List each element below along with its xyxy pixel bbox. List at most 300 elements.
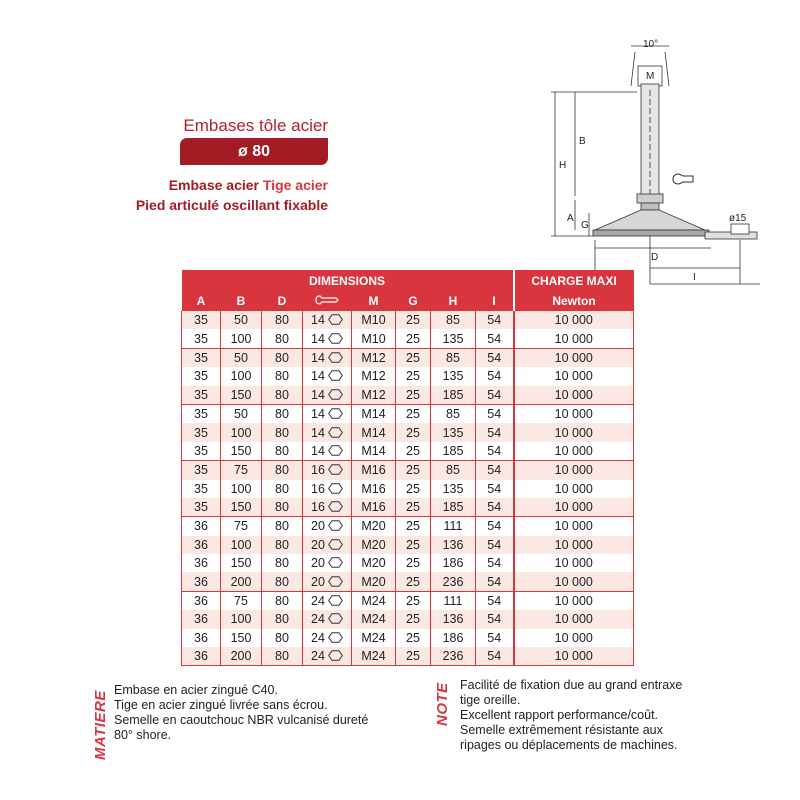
table-row <box>182 386 634 405</box>
hexagon-icon <box>328 483 343 494</box>
cell-value: 135 <box>442 425 464 440</box>
cell-value: 25 <box>406 369 420 384</box>
angle-label: 10° <box>643 39 659 50</box>
product-subtitle-2: Pied articulé oscillant fixable <box>135 197 328 213</box>
hole-label: ø15 <box>729 213 747 224</box>
cell-value: 100 <box>230 369 252 384</box>
cell-value: 80 <box>275 594 289 609</box>
table-cell <box>303 572 352 591</box>
table-cell <box>476 647 514 666</box>
table-cell <box>396 498 431 517</box>
hexagon-icon <box>328 595 343 606</box>
table-cell <box>262 591 303 610</box>
cell-value: M20 <box>361 537 386 552</box>
table-cell <box>514 386 634 405</box>
table-cell <box>303 610 352 628</box>
cell-value: 80 <box>275 313 289 328</box>
table-cell <box>182 554 221 572</box>
table-cell <box>221 442 262 461</box>
table-cell <box>182 329 221 348</box>
table-cell <box>262 311 303 329</box>
cell-value: 80 <box>275 425 289 440</box>
matiere-label: MATIERE <box>92 690 109 760</box>
table-cell <box>476 572 514 591</box>
table-cell <box>476 404 514 423</box>
table-row <box>182 480 634 498</box>
cell-value: 20 <box>311 556 325 571</box>
table-cell <box>221 311 262 329</box>
table-cell <box>352 572 396 591</box>
charge-header: CHARGE MAXI <box>514 270 634 291</box>
table-cell <box>476 629 514 647</box>
cell-value: M10 <box>361 331 386 346</box>
cell-value: 185 <box>442 500 464 515</box>
cell-value: 54 <box>487 463 502 478</box>
cell-value: M24 <box>361 612 386 627</box>
table-cell <box>303 536 352 554</box>
table-cell <box>476 554 514 572</box>
table-cell <box>262 386 303 405</box>
table-cell <box>431 572 476 591</box>
cell-value: 80 <box>275 443 289 458</box>
cell-value: M12 <box>361 350 386 365</box>
table-row <box>182 329 634 348</box>
a-label: A <box>567 213 574 224</box>
cell-value: 36 <box>194 630 208 645</box>
cell-value: 10 000 <box>554 630 593 645</box>
table-cell <box>396 647 431 666</box>
cell-value: 16 <box>311 463 325 478</box>
table-row <box>182 591 634 610</box>
cell-value: 111 <box>443 519 463 534</box>
table-cell <box>352 386 396 405</box>
table-cell <box>396 629 431 647</box>
cell-value: 36 <box>194 556 208 571</box>
cell-value: 80 <box>275 630 289 645</box>
table-cell <box>303 517 352 536</box>
cell-value: 25 <box>406 537 420 552</box>
cell-value: 50 <box>234 350 248 365</box>
table-cell <box>476 461 514 480</box>
hexagon-icon <box>328 389 343 400</box>
table-cell <box>352 442 396 461</box>
table-cell <box>221 423 262 441</box>
cell-value: 80 <box>275 519 289 534</box>
cell-value: 136 <box>442 537 464 552</box>
cell-value: 236 <box>442 649 464 664</box>
table-cell <box>514 461 634 480</box>
note-line: tige oreille. <box>460 693 521 707</box>
table-cell <box>182 498 221 517</box>
cell-value: 25 <box>406 463 420 478</box>
cell-value: 25 <box>406 594 420 609</box>
cell-value: 54 <box>487 407 502 422</box>
cell-value: 185 <box>442 387 464 402</box>
table-cell <box>431 629 476 647</box>
cell-value: 25 <box>406 481 420 496</box>
table-cell <box>514 348 634 367</box>
table-cell <box>396 572 431 591</box>
table-cell <box>182 647 221 666</box>
cell-value: 25 <box>406 519 420 534</box>
cell-value: M24 <box>361 649 386 664</box>
g-label: G <box>581 220 589 231</box>
m-label: M <box>646 71 655 82</box>
cell-value: 54 <box>487 350 502 365</box>
table-cell <box>431 610 476 628</box>
table-cell <box>303 629 352 647</box>
table-cell <box>182 423 221 441</box>
table-row <box>182 536 634 554</box>
table-cell <box>396 517 431 536</box>
cell-value: 36 <box>194 519 208 534</box>
table-row <box>182 572 634 591</box>
cell-value: 54 <box>487 387 502 402</box>
table-cell <box>476 311 514 329</box>
header-title: Embases tôle acier <box>183 116 328 135</box>
cell-value: 186 <box>442 556 464 571</box>
cell-value: 25 <box>406 331 420 346</box>
table-row <box>182 498 634 517</box>
hexagon-icon <box>328 557 343 568</box>
cell-value: 150 <box>230 630 252 645</box>
table-cell <box>182 386 221 405</box>
cell-value: 54 <box>487 425 502 440</box>
cell-value: 10 000 <box>554 500 593 515</box>
cell-value: 14 <box>311 350 325 365</box>
cell-value: 35 <box>194 350 208 365</box>
note-line: Excellent rapport performance/coût. <box>460 708 659 722</box>
cell-value: 54 <box>487 537 502 552</box>
cell-value: 25 <box>406 556 420 571</box>
table-cell <box>431 554 476 572</box>
table-row <box>182 610 634 628</box>
dimensions-table <box>181 270 634 666</box>
table-cell <box>221 647 262 666</box>
cell-value: 236 <box>442 574 464 589</box>
table-cell <box>431 311 476 329</box>
cell-value: 85 <box>446 350 460 365</box>
table-cell <box>221 536 262 554</box>
hexagon-icon <box>328 314 343 325</box>
table-cell <box>182 480 221 498</box>
cell-value: 100 <box>230 612 252 627</box>
table-cell <box>303 480 352 498</box>
cell-value: 54 <box>487 331 502 346</box>
table-cell <box>352 610 396 628</box>
table-cell <box>514 554 634 572</box>
cell-value: 10 000 <box>554 350 593 365</box>
technical-drawing <box>545 38 770 293</box>
cell-value: 14 <box>311 407 325 422</box>
cell-value: 54 <box>487 594 502 609</box>
table-cell <box>303 404 352 423</box>
cell-value: 35 <box>194 463 208 478</box>
hexagon-icon <box>328 520 343 531</box>
cell-value: 100 <box>230 331 252 346</box>
table-cell <box>221 610 262 628</box>
table-cell <box>431 329 476 348</box>
table-cell <box>221 629 262 647</box>
table-cell <box>352 311 396 329</box>
table-row <box>182 311 634 329</box>
table-cell <box>262 572 303 591</box>
cell-value: 80 <box>275 574 289 589</box>
cell-value: 14 <box>311 369 325 384</box>
table-cell <box>476 442 514 461</box>
table-cell <box>221 386 262 405</box>
cell-value: 10 000 <box>554 612 593 627</box>
table-cell <box>303 461 352 480</box>
table-cell <box>396 329 431 348</box>
table-cell <box>396 480 431 498</box>
table-cell <box>352 480 396 498</box>
note-line: Facilité de fixation due au grand entraxe <box>460 678 683 692</box>
table-cell <box>514 480 634 498</box>
cell-value: 200 <box>230 574 252 589</box>
cell-value: 50 <box>234 407 248 422</box>
cell-value: 24 <box>311 594 325 609</box>
table-cell <box>221 461 262 480</box>
cell-value: M24 <box>361 594 386 609</box>
hexagon-icon <box>328 539 343 550</box>
table-cell <box>476 386 514 405</box>
cell-value: 54 <box>487 313 502 328</box>
cell-value: 80 <box>275 463 289 478</box>
i-label: I <box>693 272 696 283</box>
cell-value: 10 000 <box>554 649 593 664</box>
cell-value: 35 <box>194 369 208 384</box>
table-row <box>182 517 634 536</box>
table-cell <box>352 423 396 441</box>
table-row <box>182 647 634 666</box>
cell-value: 25 <box>406 612 420 627</box>
matiere-line: Tige en acier zingué livrée sans écrou. <box>114 698 328 712</box>
col-header-b: B <box>221 291 262 311</box>
cell-value: 100 <box>230 481 252 496</box>
table-cell <box>431 442 476 461</box>
cell-value: 85 <box>446 313 460 328</box>
matiere-line: Embase en acier zingué C40. <box>114 683 278 697</box>
cell-value: 14 <box>311 443 325 458</box>
cell-value: 75 <box>234 463 248 478</box>
table-cell <box>431 423 476 441</box>
cell-value: 24 <box>311 612 325 627</box>
cell-value: 186 <box>442 630 464 645</box>
cell-value: 25 <box>406 574 420 589</box>
cell-value: 35 <box>194 387 208 402</box>
table-cell <box>221 367 262 385</box>
col-header-a: A <box>182 291 221 311</box>
table-cell <box>514 572 634 591</box>
col-header-h: H <box>431 291 476 311</box>
table-cell <box>514 367 634 385</box>
table-row <box>182 629 634 647</box>
cell-value: 14 <box>311 425 325 440</box>
cell-value: 10 000 <box>554 313 593 328</box>
table-cell <box>303 348 352 367</box>
table-cell <box>182 629 221 647</box>
table-cell <box>514 329 634 348</box>
hexagon-icon <box>328 632 343 643</box>
col-header-i: I <box>476 291 514 311</box>
table-cell <box>262 461 303 480</box>
cell-value: 10 000 <box>554 387 593 402</box>
table-cell <box>396 461 431 480</box>
table-cell <box>514 647 634 666</box>
table-cell <box>514 517 634 536</box>
cell-value: 85 <box>446 463 460 478</box>
table-cell <box>303 311 352 329</box>
table-cell <box>396 442 431 461</box>
table-cell <box>514 311 634 329</box>
cell-value: 135 <box>442 331 464 346</box>
cell-value: 35 <box>194 331 208 346</box>
table-row <box>182 367 634 385</box>
table-cell <box>182 610 221 628</box>
table-cell <box>352 404 396 423</box>
col-header-d: D <box>262 291 303 311</box>
cell-value: 185 <box>442 443 464 458</box>
table-cell <box>431 647 476 666</box>
cell-value: 50 <box>234 313 248 328</box>
table-cell <box>303 386 352 405</box>
hexagon-icon <box>328 501 343 512</box>
cell-value: 80 <box>275 649 289 664</box>
table-cell <box>514 591 634 610</box>
cell-value: 80 <box>275 350 289 365</box>
table-cell <box>262 647 303 666</box>
table-cell <box>352 461 396 480</box>
table-cell <box>221 404 262 423</box>
cell-value: 10 000 <box>554 594 593 609</box>
cell-value: 54 <box>487 481 502 496</box>
cell-value: 54 <box>487 574 502 589</box>
table-row <box>182 404 634 423</box>
table-cell <box>431 498 476 517</box>
cell-value: M16 <box>361 463 386 478</box>
cell-value: M12 <box>361 387 386 402</box>
table-cell <box>514 404 634 423</box>
table-cell <box>262 517 303 536</box>
d-label: D <box>651 252 659 263</box>
table-cell <box>221 517 262 536</box>
table-cell <box>221 329 262 348</box>
table-cell <box>303 329 352 348</box>
table-cell <box>431 591 476 610</box>
table-cell <box>262 329 303 348</box>
table-cell <box>396 367 431 385</box>
table-cell <box>396 386 431 405</box>
table-cell <box>262 498 303 517</box>
table-cell <box>221 480 262 498</box>
cell-value: 35 <box>194 500 208 515</box>
cell-value: 10 000 <box>554 537 593 552</box>
col-header-m: M <box>352 291 396 311</box>
cell-value: 10 000 <box>554 574 593 589</box>
col-header-g: G <box>396 291 431 311</box>
matiere-line: 80° shore. <box>114 728 172 742</box>
cell-value: 54 <box>487 519 502 534</box>
cell-value: 36 <box>194 537 208 552</box>
cell-value: 10 000 <box>554 425 593 440</box>
matiere-line: Semelle en caoutchouc NBR vulcanisé dureté <box>114 713 369 727</box>
cell-value: 54 <box>487 556 502 571</box>
table-cell <box>476 591 514 610</box>
cell-value: M16 <box>361 481 386 496</box>
cell-value: 35 <box>194 313 208 328</box>
cell-value: M24 <box>361 630 386 645</box>
table-cell <box>514 629 634 647</box>
table-cell <box>476 610 514 628</box>
cell-value: 16 <box>311 481 325 496</box>
table-cell <box>514 498 634 517</box>
table-cell <box>396 311 431 329</box>
cell-value: 10 000 <box>554 331 593 346</box>
table-cell <box>396 348 431 367</box>
table-cell <box>352 348 396 367</box>
cell-value: M20 <box>361 556 386 571</box>
cell-value: 54 <box>487 612 502 627</box>
table-cell <box>476 517 514 536</box>
cell-value: 150 <box>230 556 252 571</box>
cell-value: 80 <box>275 369 289 384</box>
table-cell <box>352 554 396 572</box>
cell-value: 25 <box>406 630 420 645</box>
table-cell <box>352 647 396 666</box>
cell-value: 135 <box>442 369 464 384</box>
cell-value: 24 <box>311 649 325 664</box>
table-cell <box>262 554 303 572</box>
hexagon-icon <box>328 333 343 344</box>
table-cell <box>476 536 514 554</box>
table-row <box>182 554 634 572</box>
diameter-banner: ø 80 <box>180 138 328 165</box>
cell-value: M20 <box>361 574 386 589</box>
cell-value: 80 <box>275 556 289 571</box>
table-cell <box>221 572 262 591</box>
table-cell <box>221 554 262 572</box>
cell-value: M14 <box>361 443 386 458</box>
cell-value: 75 <box>234 594 248 609</box>
cell-value: 36 <box>194 612 208 627</box>
table-cell <box>182 367 221 385</box>
cell-value: 80 <box>275 407 289 422</box>
hexagon-icon <box>328 650 343 661</box>
table-cell <box>352 591 396 610</box>
wrench-icon <box>673 174 693 184</box>
col-header-newton: Newton <box>514 291 634 311</box>
table-cell <box>303 498 352 517</box>
table-cell <box>396 404 431 423</box>
table-cell <box>182 404 221 423</box>
table-cell <box>262 423 303 441</box>
table-cell <box>396 554 431 572</box>
table-cell <box>352 329 396 348</box>
table-cell <box>182 348 221 367</box>
cell-value: 36 <box>194 574 208 589</box>
h-label: H <box>559 160 567 171</box>
cell-value: 150 <box>230 387 252 402</box>
table-cell <box>352 629 396 647</box>
table-row <box>182 461 634 480</box>
table-cell <box>262 442 303 461</box>
table-cell <box>514 442 634 461</box>
hexagon-icon <box>328 352 343 363</box>
hexagon-icon <box>328 613 343 624</box>
table-cell <box>303 423 352 441</box>
cell-value: 135 <box>442 481 464 496</box>
